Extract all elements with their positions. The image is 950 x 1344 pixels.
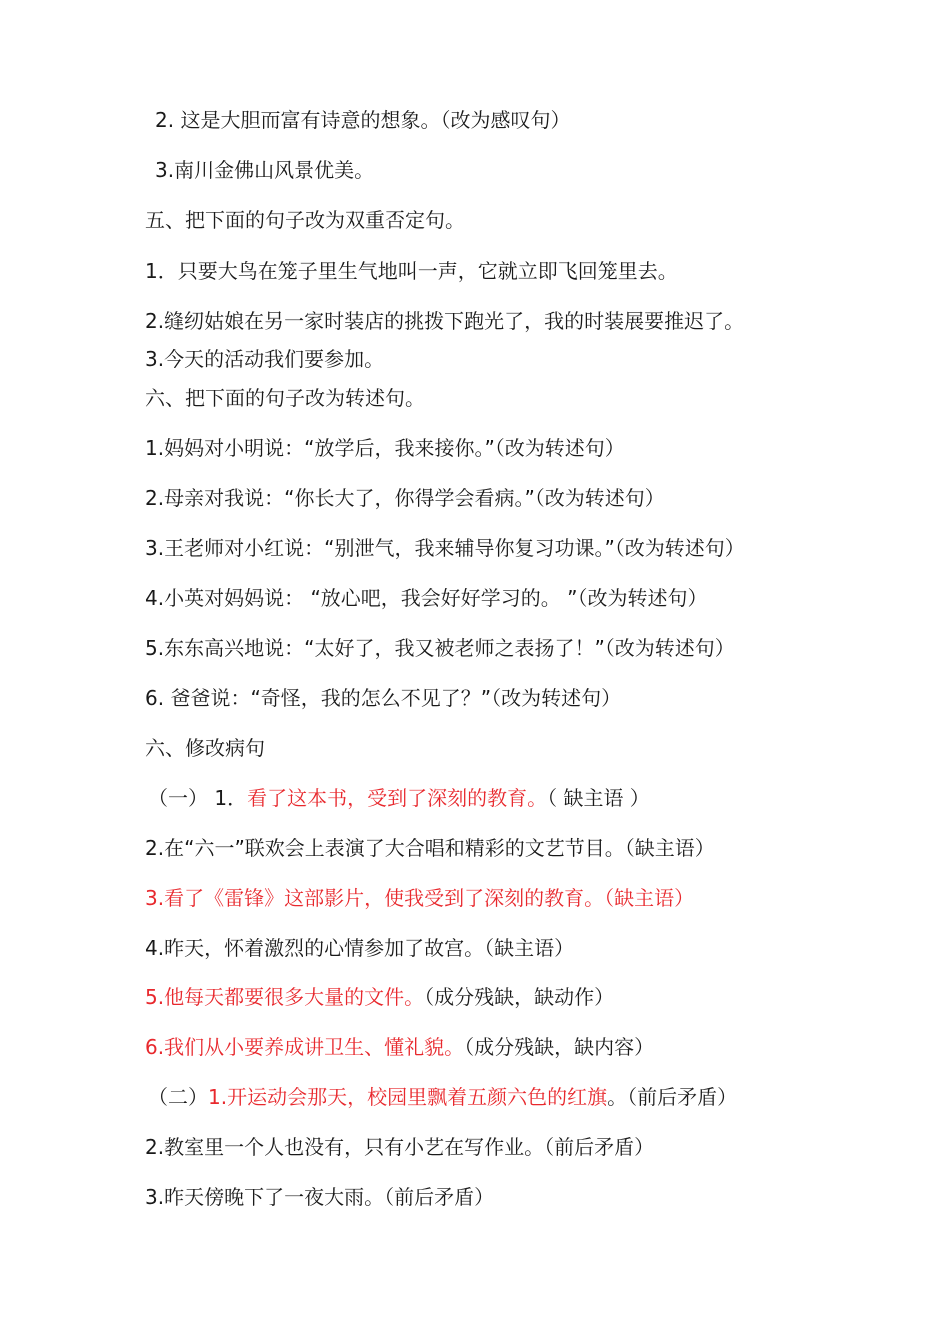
text-segment: 六、修改病句 <box>145 736 265 760</box>
text-line <box>145 935 574 961</box>
text-line <box>145 485 665 511</box>
text-segment: 6. 爸爸说：“奇怪，我的怎么不见了？”（改为转述句） <box>145 686 622 710</box>
text-segment: （一） 1． <box>148 786 248 810</box>
text-line <box>145 1134 654 1160</box>
text-line <box>145 535 745 561</box>
text-segment: 2.在“六一”联欢会上表演了大合唱和精彩的文艺节目。（缺主语） <box>145 836 715 860</box>
text-line <box>145 258 678 284</box>
text-segment: （二） <box>148 1085 208 1109</box>
text-segment: 3.今天的活动我们要参加。 <box>145 347 385 371</box>
text-segment-highlight: 6.我们从小要养成讲卫生、懂礼貌。 <box>145 1035 465 1059</box>
text-segment: （ 缺主语 ） <box>547 786 650 810</box>
text-line <box>148 1084 737 1110</box>
text-segment: 3.王老师对小红说：“别泄气，我来辅导你复习功课。”（改为转述句） <box>145 536 745 560</box>
text-segment: 4.小英对妈妈说： “放心吧，我会好好学习的。 ”（改为转述句） <box>145 586 708 610</box>
text-segment: 2. 这是大胆而富有诗意的想象。（改为感叹句） <box>155 108 571 132</box>
text-line <box>145 435 625 461</box>
text-line <box>145 585 708 611</box>
text-line <box>148 785 650 811</box>
text-line <box>145 346 384 372</box>
text-line <box>145 835 715 861</box>
section-heading <box>145 735 265 761</box>
text-line <box>145 685 621 711</box>
text-line <box>145 635 735 661</box>
text-segment: 2.母亲对我说：“你长大了，你得学会看病。”（改为转述句） <box>145 486 665 510</box>
text-line <box>145 1034 654 1060</box>
text-line <box>155 107 570 133</box>
text-segment: 5.东东高兴地说：“太好了，我又被老师之表扬了！”（改为转述句） <box>145 636 735 660</box>
text-line <box>155 157 374 183</box>
section-heading <box>145 207 465 233</box>
text-segment-highlight: 看了这本书，受到了深刻的教育。 <box>247 786 548 810</box>
text-segment: 4.昨天，怀着激烈的心情参加了故宫。（缺主语） <box>145 936 575 960</box>
text-segment: 3.南川金佛山风景优美。 <box>155 158 375 182</box>
text-segment-highlight: 1.开运动会那天，校园里飘着五颜六色的红旗 <box>208 1085 608 1109</box>
text-line <box>145 984 614 1010</box>
text-segment-highlight: 5.他每天都要很多大量的文件。 <box>145 985 425 1009</box>
text-segment: 五、把下面的句子改为双重否定句。 <box>145 208 465 232</box>
text-segment: 1.妈妈对小明说：“放学后，我来接你。”（改为转述句） <box>145 436 625 460</box>
text-segment: 2.缝纫姑娘在另一家时装店的挑拨下跑光了，我的时装展要推迟了。 <box>145 309 745 333</box>
text-segment: （成分残缺，缺动作） <box>424 985 615 1009</box>
text-segment: 1．只要大鸟在笼子里生气地叫一声，它就立即飞回笼里去。 <box>145 259 678 283</box>
section-heading <box>145 385 425 411</box>
text-segment: 六、把下面的句子改为转述句。 <box>145 386 425 410</box>
text-line <box>145 308 744 334</box>
text-line <box>145 1184 494 1210</box>
text-segment: （成分残缺，缺内容） <box>464 1035 655 1059</box>
text-segment: 。（前后矛盾） <box>607 1085 738 1109</box>
text-line <box>145 885 694 911</box>
text-segment: 2.教室里一个人也没有，只有小艺在写作业。（前后矛盾） <box>145 1135 655 1159</box>
text-segment-highlight: 3.看了《雷锋》这部影片，使我受到了深刻的教育。（缺主语） <box>145 886 695 910</box>
text-segment: 3.昨天傍晚下了一夜大雨。（前后矛盾） <box>145 1185 495 1209</box>
